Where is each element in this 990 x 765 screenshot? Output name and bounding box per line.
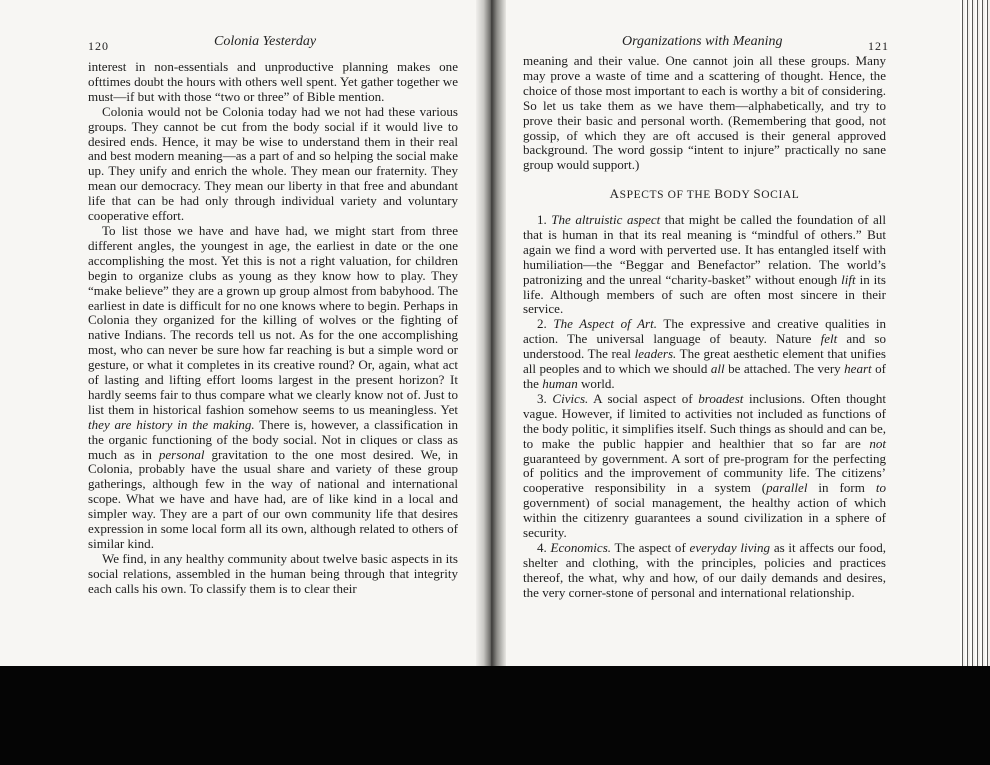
italic-text: they are history in the making. xyxy=(88,416,255,432)
text-run: meaning and their value. One cannot join all these groups. Many may prove a waste of time and a scattering of thought. Hence, the choice of those most important to each is worthy a bit of considering. So let us take them as we have them—alphabetically, and try to prove their basic and personal worth. (Remembering that good, not gossip, of which they are oft accused is their general approved background. The word gossip “intent to injure” practically no sane group would support.) xyxy=(523,53,886,173)
numbered-item xyxy=(523,392,886,541)
left-page-number: 120 xyxy=(88,39,109,53)
text-run: The great aesthetic element that unifies all peoples and to which we should xyxy=(523,346,886,377)
italic-text: heart xyxy=(844,361,872,377)
heading-rest-a: SPECTS OF THE xyxy=(619,189,715,201)
heading-rest-b: ODY xyxy=(723,189,754,201)
book-gutter xyxy=(476,0,506,675)
text-run: be attached. The very xyxy=(724,361,845,377)
text-run: To list those we have and have had, we might start from three different angles, the youngest in age, the earliest in date or the one accomplishing the most. Yet this is not a right valuation, for children begin to organize clubs as young as they know how to play. They “make believe” they are a grown up group almost from babyhood. The earliest in date is difficult for no one knows where to begin. Perhaps in Colonia they organized for the killing of wolves or the fighting of native Indians. The records tell us not. As for the one accomplishing most, who can never be sure how far reaching is but a simple word or gesture, or what it completes in its creative round? Or, again, what act of lasting and lifting effort looms largest in the present horizon? It hardly seems fair to thus compare what we clearly know not of. Just to list them in historical fashion somehow seems to us meaningless. Yet xyxy=(88,222,458,417)
text-run: We find, in any healthy community about twelve basic aspects in its social relations, assembled in the human being through that integrity each calls his own. To classify them is to clear their xyxy=(88,550,458,596)
heading-cap-b: B xyxy=(714,186,724,201)
text-run: 3. xyxy=(537,390,553,406)
paragraph xyxy=(88,224,458,552)
text-run: gravitation to the one most desired. We, in Colonia, probably have the usual share and variety of these group gatherings, although few in the way of national and international scope. What we have and have had, are of like kind in a local and simpler way. They are a part of our own community life that desires expression in some local form all its own, although related to others of similar kind. xyxy=(88,446,458,551)
scanner-shadow xyxy=(0,666,990,765)
heading-cap-s: S xyxy=(753,186,762,201)
italic-text: The altruistic aspect xyxy=(551,212,661,227)
italic-text: not xyxy=(869,435,886,451)
text-run: world. xyxy=(577,375,615,391)
text-run: 1. xyxy=(537,212,552,227)
italic-text: The Aspect of Art. xyxy=(553,316,658,332)
italic-text: Economics. xyxy=(550,539,612,555)
text-run: 2. xyxy=(537,316,554,332)
text-run: interest in non-essentials and unproductive planning makes one ofttimes doubt the hours with others well spent. Yet gather together we must—if but with those “two or three” of Bible mention. xyxy=(88,59,458,104)
right-page-intro xyxy=(523,54,886,173)
text-run: inclusions. Often thought vague. However, if limited to activities not included as functions of the body politic, it simplifies itself. Such things as should and can be, to make the public happier and healthier that so far are xyxy=(523,390,886,451)
italic-text: parallel xyxy=(766,480,808,496)
right-page-number: 121 xyxy=(868,39,889,53)
text-run: Colonia would not be Colonia today had we not had these various groups. They cannot be cut from the body social if it would live to desired ends. Hence, it may be wise to understand them in their real and best modern meaning—as a part of and so helping the social make up. They unify and enrich the whole. They mean our fraternity. They mean our democracy. They mean our liberty in that free and abundant life that can be had only through individual variety and voluntary cooperative effort. xyxy=(88,103,458,224)
italic-text: to xyxy=(875,480,886,496)
heading-cap-a: A xyxy=(609,186,620,201)
text-run: guaranteed by government. A sort of pre-program for the perfecting of politics and the improvement of community life. The citizens’ cooperative responsibility in a system ( xyxy=(523,450,886,496)
text-run: that might be called the foundation of all that is human in that its real meaning is “mindful of others.” But again we find a word with perverted use. It has entangled itself with humiliation—the “Beggar and Benefactor” relation. The world’s patronizing and the unreal “charity-basket” without enough xyxy=(523,212,887,287)
italic-text: all xyxy=(710,361,725,377)
text-run: 4. xyxy=(537,539,551,555)
left-running-head: Colonia Yesterday xyxy=(214,34,317,49)
text-run: as it affects our food, shelter and clothing, with the principles, policies and practices thereof, the what, why and how, of our daily demands and desires, the very corner-stone of personal and international relationship. xyxy=(523,539,887,600)
right-page-items xyxy=(523,213,886,601)
heading-rest-s: OCIAL xyxy=(761,189,800,201)
text-run: A social aspect of xyxy=(588,390,699,406)
text-run: The expressive and creative qualities in action. The universal language of beauty. Nature xyxy=(523,316,886,347)
italic-text: lift xyxy=(841,271,856,287)
right-running-head: Organizations with Meaning xyxy=(622,34,783,49)
text-run: in its life. Although members of such are often most sincere in their service. xyxy=(523,271,886,317)
italic-text: leaders. xyxy=(634,346,677,362)
italic-text: broadest xyxy=(698,390,744,406)
numbered-item xyxy=(523,541,886,601)
text-run: of the xyxy=(523,361,886,391)
page-edges xyxy=(960,0,990,680)
numbered-item xyxy=(523,317,886,392)
text-run: in form xyxy=(807,480,876,496)
paragraph xyxy=(88,105,458,224)
italic-text: Civics. xyxy=(552,390,589,406)
text-run: There is, however, a classification in the organic functioning of the body social. Not in cliques or class as much as in xyxy=(88,416,458,462)
italic-text: human xyxy=(542,375,578,391)
paragraph xyxy=(88,552,458,597)
italic-text: everyday living xyxy=(689,539,771,555)
paragraph xyxy=(88,60,458,105)
left-page-body xyxy=(88,60,458,597)
text-run: The aspect of xyxy=(611,539,690,555)
paragraph xyxy=(523,54,886,173)
italic-text: felt xyxy=(820,331,838,347)
section-heading xyxy=(523,186,886,202)
text-run: government) of social management, the healthy action of which within the citizenry guarantees a sound civilization in a sphere of security. xyxy=(523,495,886,541)
italic-text: personal xyxy=(158,446,205,462)
text-run: and so understood. The real xyxy=(523,331,886,362)
numbered-item xyxy=(523,213,886,317)
